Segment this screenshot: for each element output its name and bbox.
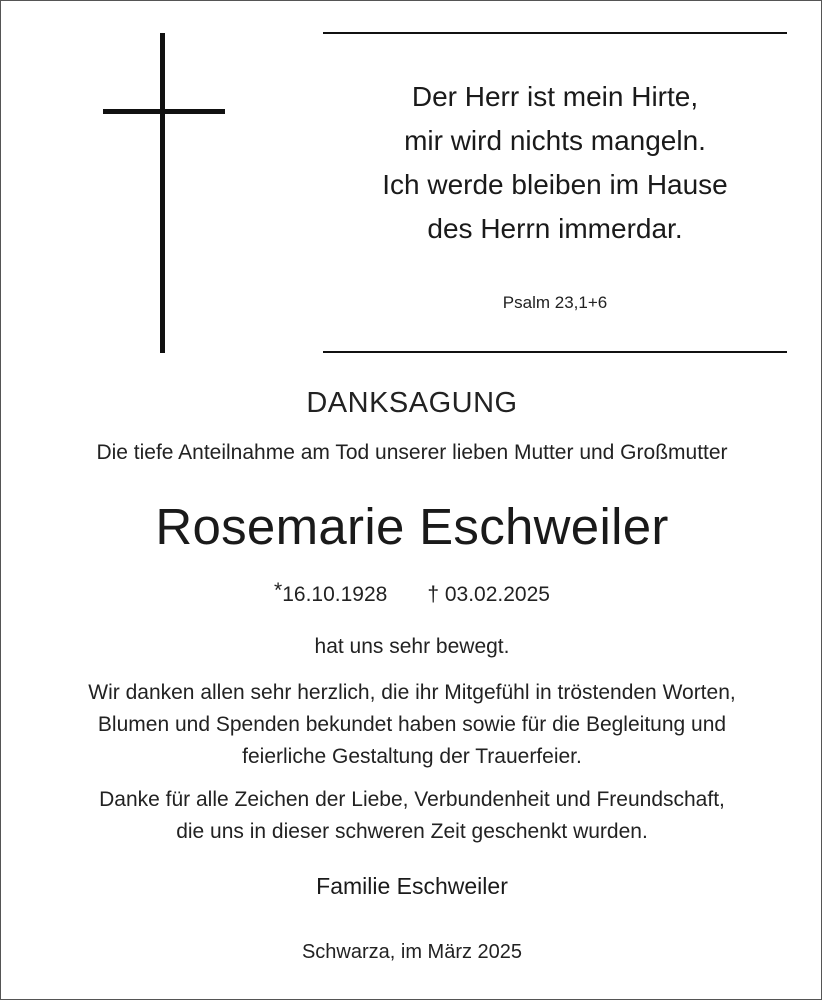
thanks-line: feierliche Gestaltung der Trauerfeier.: [242, 745, 582, 768]
life-dates: [1, 579, 822, 607]
bible-verse: [323, 75, 787, 251]
deceased-name: Rosemarie Eschweiler: [155, 498, 669, 555]
verse-source: Psalm 23,1+6: [502, 293, 608, 312]
place-date: Schwarza, im März 2025: [301, 941, 523, 963]
death-symbol: †: [427, 583, 440, 606]
page-heading: DANKSAGUNG: [306, 387, 518, 419]
verse-top-rule: [323, 32, 787, 34]
born-symbol: *: [274, 579, 283, 602]
family-signature: Familie Eschweiler: [316, 873, 508, 899]
cross-vertical-bar: [160, 33, 165, 353]
thanks-line: die uns in dieser schweren Zeit geschenkt wurden.: [176, 820, 648, 843]
death-date: 03.02.2025: [444, 583, 550, 606]
birth-date: 16.10.1928: [282, 583, 388, 606]
thanks-paragraph-2: [1, 784, 822, 848]
thanks-line: Wir danken allen sehr herzlich, die ihr Mitgefühl in tröstenden Worten,: [88, 681, 736, 704]
verse-line: Ich werde bleiben im Hause: [382, 169, 728, 200]
verse-line: des Herrn immerdar.: [427, 213, 683, 244]
verse-line: mir wird nichts mangeln.: [404, 125, 706, 156]
verse-bottom-rule: [323, 351, 787, 353]
cross-horizontal-bar: [103, 109, 225, 114]
thanks-paragraph: [1, 677, 822, 773]
verse-line: Der Herr ist mein Hirte,: [411, 81, 699, 112]
thanks-line: Blumen und Spenden bekundet haben sowie für die Begleitung und: [97, 713, 727, 736]
intro-text: Die tiefe Anteilnahme am Tod unserer lieben Mutter und Großmutter: [96, 441, 728, 464]
thanks-line: Danke für alle Zeichen der Liebe, Verbundenheit und Freundschaft,: [99, 788, 725, 811]
moved-text: hat uns sehr bewegt.: [314, 635, 510, 658]
